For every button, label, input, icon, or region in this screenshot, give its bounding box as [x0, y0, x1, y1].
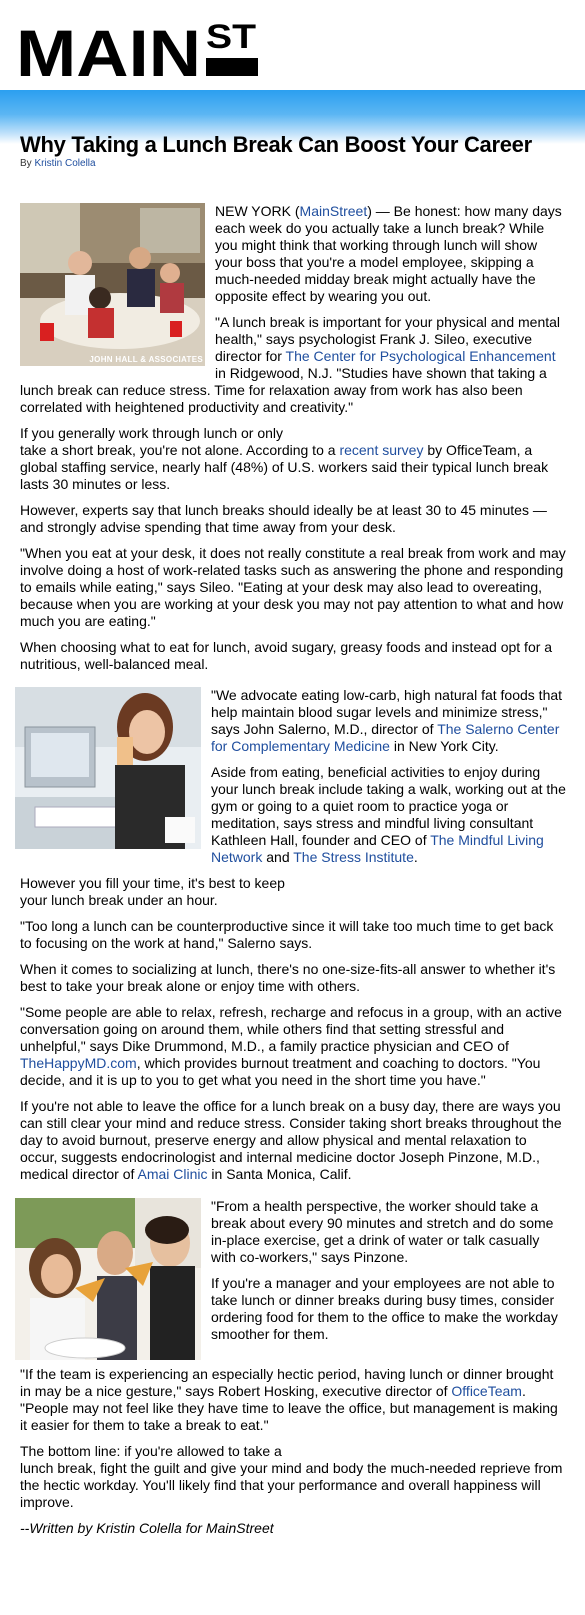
mainstreet-link[interactable]: MainStreet	[299, 203, 368, 219]
paragraph-13: If you're not able to leave the office for a lunch break on a busy day, there are ways you can still clear your mind and reduce stress. Consider taking short breaks throughout the day to avoid burnout, preserve energy and allow physical and mental relaxation to occur, suggests endocrinologist and internal medicine doctor Joseph Pinzone, M.D., medical director of Amai Clinic in Santa Monica, Calif.	[20, 1098, 562, 1182]
paragraph-14: "From a health perspective, the worker should take a break about every 90 minutes and stretch and do some in-place exercise, get a drink of water or talk casually with co-workers," says Pinzone.	[211, 1198, 554, 1265]
paragraph-2: "A lunch break is important for your physical and mental health," says psychologist Frank J. Sileo, executive director for The Center for Psychological Enhancement in Ridgewood, N.J. "Studies have shown that taking a lunch break can reduce stress. Time for relaxation away from work has also been correlated with heightened productivity and creativity."	[20, 314, 561, 415]
stress-institute-link[interactable]: The Stress Institute	[293, 849, 414, 865]
paragraph-15: If you're a manager and your employees are not able to take lunch or dinner breaks during busy times, consider ordering food for them to the office to make the workday smoother for them.	[211, 1275, 558, 1342]
paragraph-11: When it comes to socializing at lunch, there's no one-size-fits-all answer to whether it's best to take your break alone or enjoy time with others.	[20, 961, 556, 994]
site-header	[0, 0, 585, 90]
author-signature: --Written by Kristin Colella for MainStreet	[20, 1520, 274, 1536]
paragraph-6: When choosing what to eat for lunch, avoid sugary, greasy foods and instead opt for a nutritious, well-balanced meal.	[20, 639, 553, 672]
paragraph-4: However, experts say that lunch breaks should ideally be at least 30 to 45 minutes —and strongly advise spending that time away from your desk.	[20, 502, 547, 535]
center-psych-link[interactable]: The Center for Psychological Enhancement	[285, 348, 556, 364]
officeteam-link[interactable]: OfficeTeam	[451, 1383, 522, 1399]
salerno-center-link[interactable]: The Salerno Center for Complementary Medicine	[211, 721, 560, 754]
mindful-living-link[interactable]: The Mindful Living Network	[211, 832, 544, 865]
recent-survey-link[interactable]: recent survey	[339, 442, 424, 458]
amai-clinic-link[interactable]: Amai Clinic	[137, 1166, 208, 1182]
paragraph-7: "We advocate eating low-carb, high natural fat foods that help maintain blood sugar levels and minimize stress," says John Salerno, M.D., director of The Salerno Center for Complementary Medicine in New York City.	[211, 687, 563, 754]
article-title: Why Taking a Lunch Break Can Boost Your Career	[20, 132, 532, 157]
office-lunch-photo	[20, 203, 205, 366]
paragraph-5: "When you eat at your desk, it does not really constitute a real break from work and may involve doing a host of work-related tasks such as answering the phone and responding to emails while eating," says Sileo. "Eating at your desk may also lead to overeating, because when you are working at your desk you may not pay attention to what and how much you are eating."	[20, 545, 566, 629]
paragraph-9: However you fill your time, it's best to keep your lunch break under an hour.	[20, 875, 285, 908]
logo-main-text: MAIN	[16, 18, 201, 84]
paragraph-8: Aside from eating, beneficial activities to enjoy during your lunch break include taking a walk, working out at the gym or going to a quiet room to practice yoga or meditation, says stress and mindful living consultant Kathleen Hall, founder and CEO of The Mindful Living Network and The Stress Institute.	[211, 764, 566, 865]
happymd-link[interactable]: TheHappyMD.com	[20, 1055, 137, 1071]
mainst-logo[interactable]	[16, 18, 261, 84]
paragraph-16: "If the team is experiencing an especially hectic period, having lunch or dinner brought in may be a nice gesture," says Robert Hosking, executive director of OfficeTeam. "People may not feel like they have time to leave the office, but management is making it easier for them to take a break to eat."	[20, 1366, 558, 1433]
photo-credit: JOHN HALL & ASSOCIATES	[89, 355, 203, 364]
pizza-lunch-photo	[15, 1198, 201, 1360]
paragraph-10: "Too long a lunch can be counterproductive since it will take too much time to get back to focusing on the work at hand," Salerno says.	[20, 918, 554, 951]
woman-eating-desk-photo	[15, 687, 201, 849]
byline: By Kristin Colella	[20, 158, 96, 169]
logo-sup-text: ST	[206, 18, 257, 56]
paragraph-17: The bottom line: if you're allowed to take a lunch break, fight the guilt and give your mind and body the much-needed reprieve from the hectic workday. You'll likely find that your performance and overall happiness will improve.	[20, 1443, 563, 1510]
paragraph-3: If you generally work through lunch or only take a short break, you're not alone. According to a recent survey by OfficeTeam, a global staffing service, nearly half (48%) of U.S. workers said their typical lunch break lasts 30 minutes or less.	[20, 425, 549, 492]
paragraph-1: NEW YORK (MainStreet) — Be honest: how many days each week do you actually take a lunch break? While you might think that working through lunch will show your boss that you're a model employee, skipping a much-needed midday break might actually have the opposite effect by wearing you out.	[215, 203, 562, 304]
paragraph-12: "Some people are able to relax, refresh, recharge and refocus in a group, with an active conversation going on around them, while others find that setting stressful and unhelpful," says Dike Drummond, M.D., a family practice physician and CEO of TheHappyMD.com, which provides burnout treatment and coaching to doctors. "You decide, and it is up to you to get what you need in the short time you have."	[20, 1004, 562, 1088]
author-link[interactable]: Kristin Colella	[34, 158, 96, 169]
article-body	[0, 203, 585, 1546]
